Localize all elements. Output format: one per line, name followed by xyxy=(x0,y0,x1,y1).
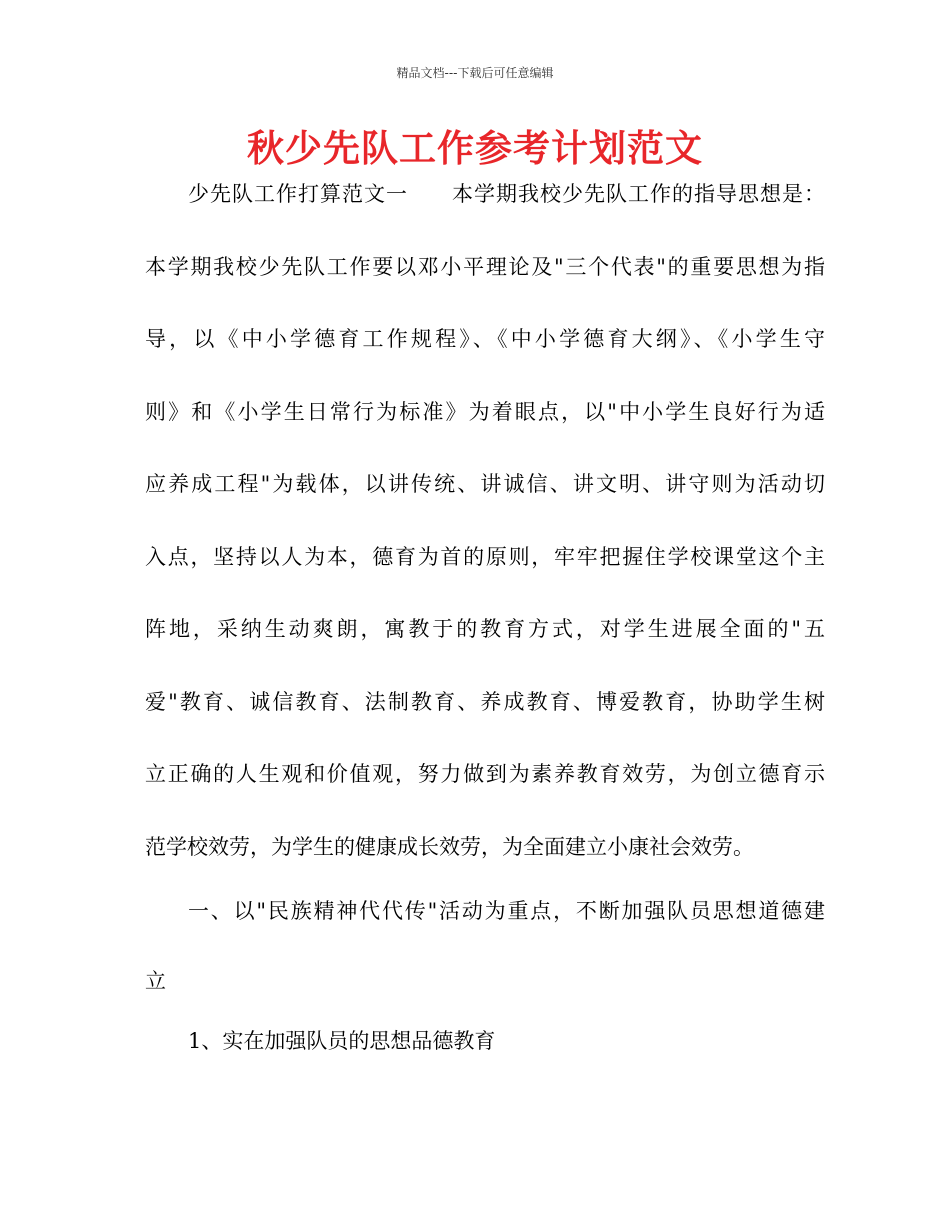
subsection-heading: 1、实在加强队员的思想品德教育 xyxy=(188,1029,496,1053)
document-title: 秋少先队工作参考计划范文 xyxy=(247,127,703,170)
paragraph-line: 阵地，采纳生动爽朗，寓教于的教育方式，对学生进展全面的"五 xyxy=(145,617,825,641)
section-heading-line: 一、以"民族精神代代传"活动为重点，不断加强队员思想道德建 xyxy=(188,899,825,923)
header-note: 精品文档---下载后可任意编辑 xyxy=(396,66,554,80)
paragraph-line: 本学期我校少先队工作要以邓小平理论及"三个代表"的重要思想为指 xyxy=(145,255,825,279)
paragraph-line: 导，以《中小学德育工作规程》、《中小学德育大纲》、《小学生守 xyxy=(145,327,825,351)
paragraph-line: 则》和《小学生日常行为标准》为着眼点，以"中小学生良好行为适 xyxy=(145,400,825,424)
section-heading-line: 立 xyxy=(145,969,166,993)
paragraph-line: 应养成工程"为载体，以讲传统、讲诚信、讲文明、讲守则为活动切 xyxy=(145,472,825,496)
paragraph-line: 范学校效劳，为学生的健康成长效劳，为全面建立小康社会效劳。 xyxy=(145,835,754,859)
paragraph-line: 入点，坚持以人为本，德育为首的原则，牢牢把握住学校课堂这个主 xyxy=(145,545,825,569)
paragraph-line: 少先队工作打算范文一 本学期我校少先队工作的指导思想是： xyxy=(188,182,825,206)
paragraph-line: 爱"教育、诚信教育、法制教育、养成教育、博爱教育，协助学生树 xyxy=(145,690,825,714)
paragraph-line: 立正确的人生观和价值观，努力做到为素养教育效劳，为创立德育示 xyxy=(145,762,825,786)
